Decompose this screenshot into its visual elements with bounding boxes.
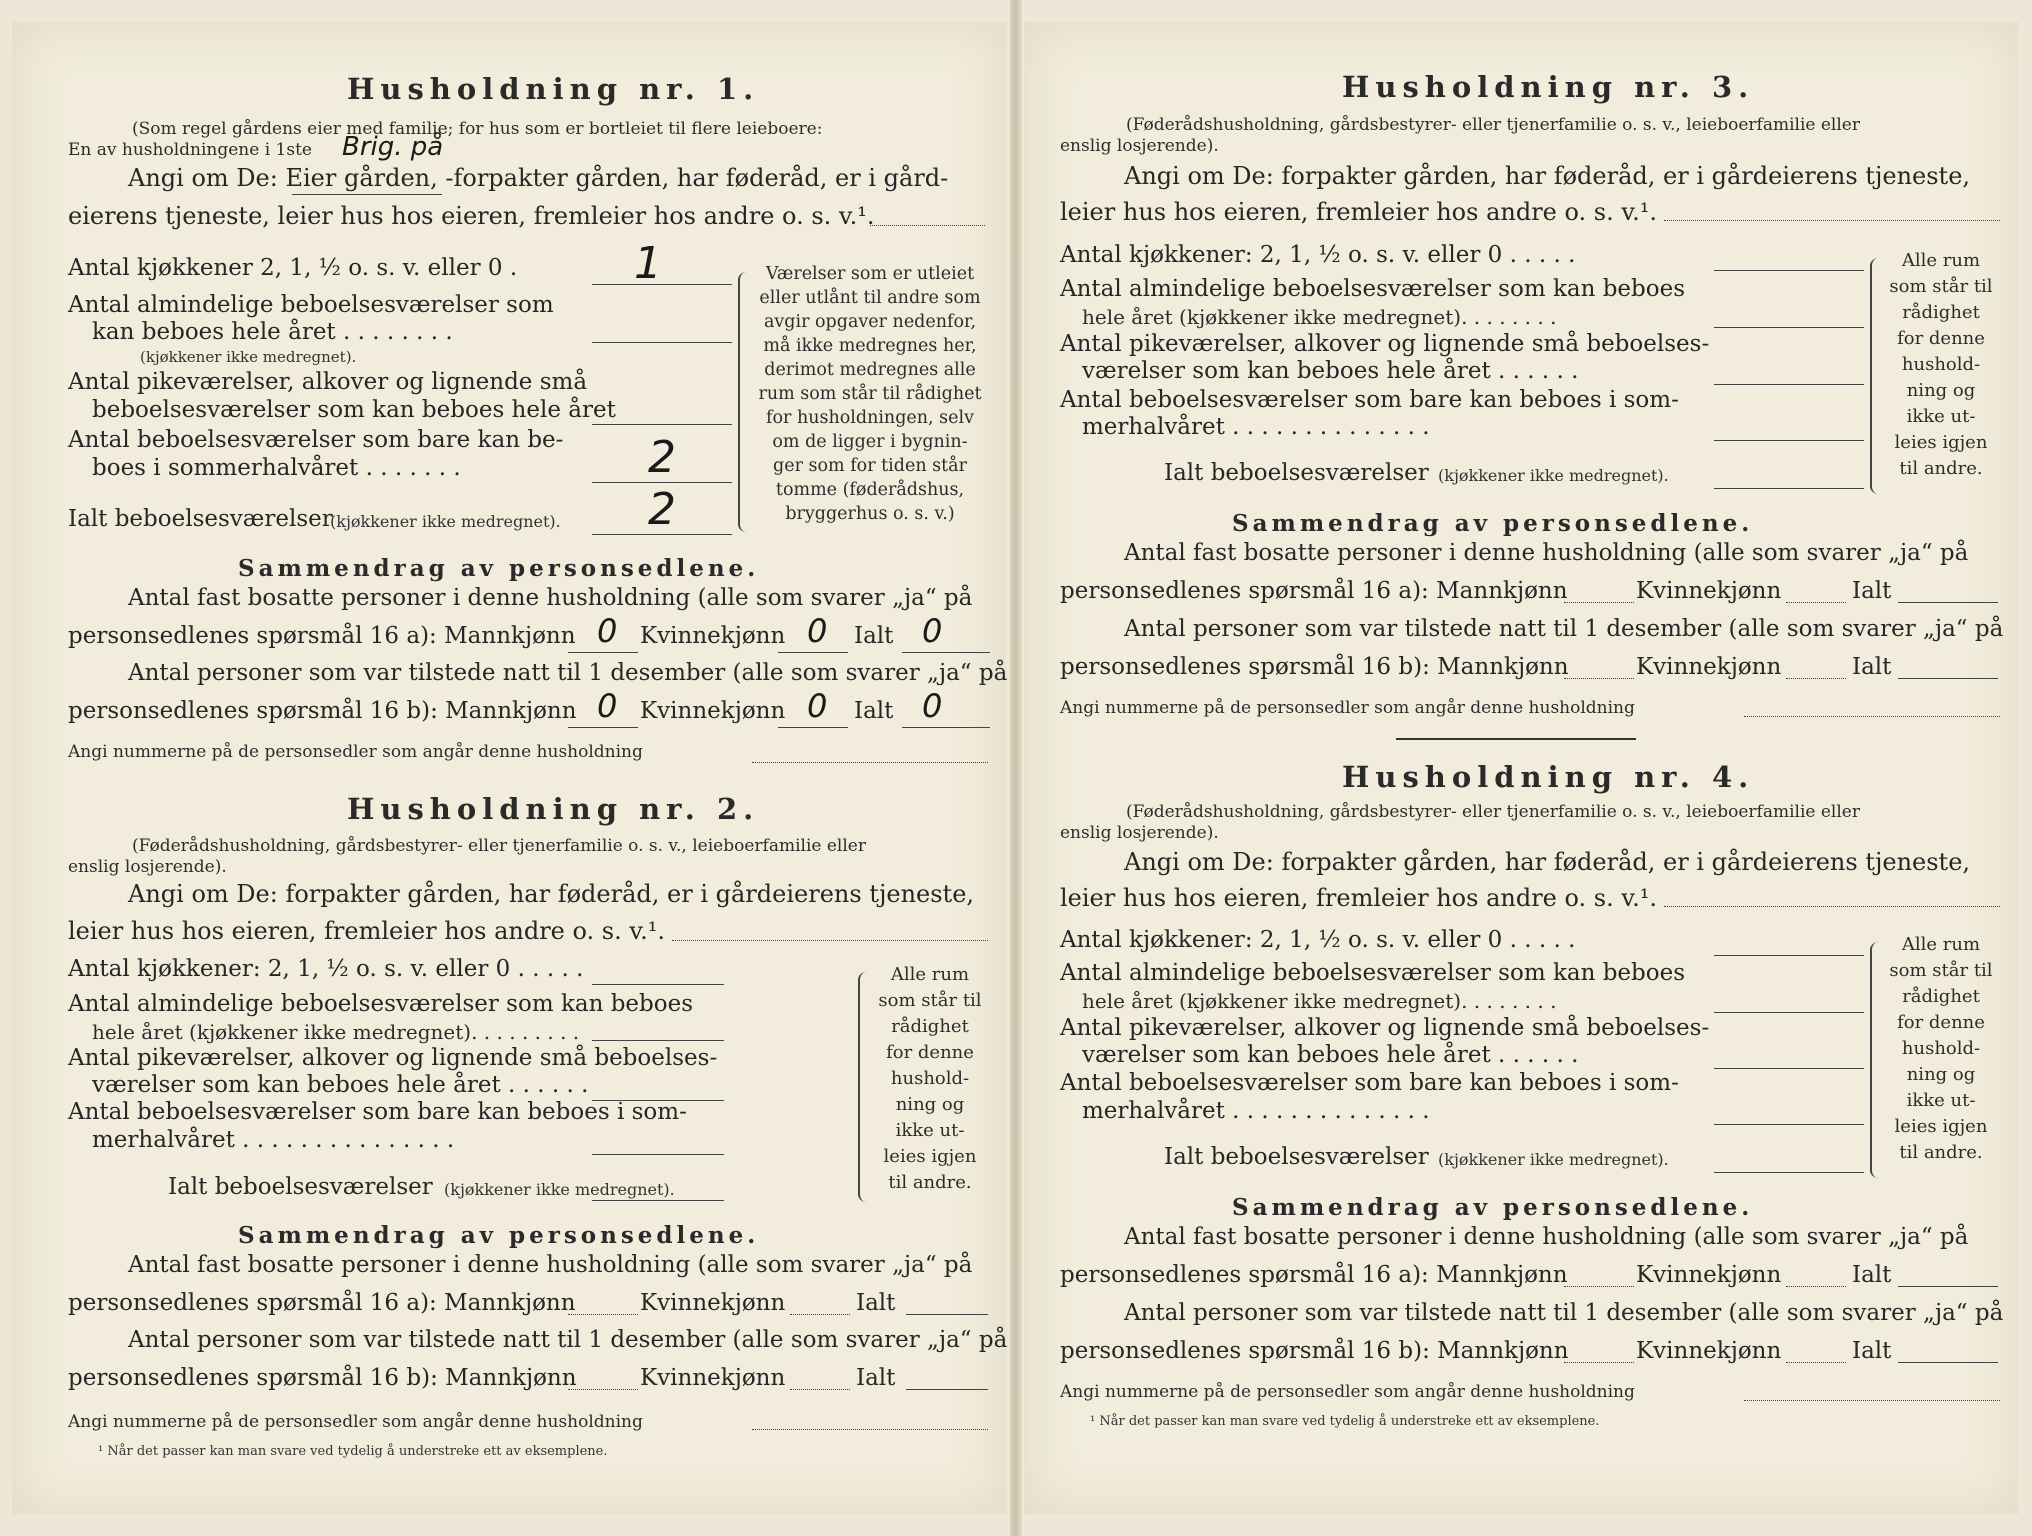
household-4-intro-1: (Føderådshusholdning, gårdsbestyrer- eller tjenerfamilie o. s. v., leieboerfamilie eller	[1126, 802, 1860, 822]
total-rooms-note: (kjøkkener ikke medregnet).	[330, 512, 561, 531]
side-note-line: leies igjen	[883, 1146, 977, 1167]
household-3-summary-a-mann-line	[1564, 602, 1634, 603]
side-note	[740, 262, 1000, 526]
household-3-total-note: (kjøkkener ikke medregnet).	[1438, 466, 1669, 485]
side-note-line: Værelser som er utleiet	[765, 264, 975, 284]
side-note-line: må ikke medregnes her,	[763, 336, 977, 356]
side-note-line: som står til	[1889, 276, 1993, 297]
household-3-summary-a-2: personsedlenes spørsmål 16 a): Mannkjønn	[1060, 578, 1568, 604]
side-note-line: ning og	[1906, 1064, 1976, 1085]
side-note-line: tomme (føderådshus,	[775, 480, 965, 500]
household-3-summary-b-kvinne: Kvinnekjønn	[1636, 654, 1782, 680]
household-4-summary-a-1: Antal fast bosatte personer i denne husholdning (alle som svarer „ja“ på	[1124, 1224, 1969, 1250]
household-4-summary-b-ialt: Ialt	[1852, 1338, 1892, 1364]
summer-rooms-value: 2	[648, 432, 676, 483]
kitchens-value: 1	[634, 238, 662, 289]
household-4-ordinary-1: Antal almindelige beboelsesværelser som kan beboes	[1060, 960, 1686, 986]
total-rooms-value: 2	[648, 484, 676, 535]
side-note-line: hushold-	[890, 1068, 970, 1089]
summary-a-kvinne-line	[778, 652, 848, 653]
household-2-summary-b-mann-line	[568, 1389, 638, 1390]
household-3-summary-b-mann-line	[1564, 678, 1634, 679]
side-note-line: om de ligger i bygnin-	[772, 432, 968, 452]
household-2-ask-2: leier hus hos eieren, fremleier hos andre o. s. v.¹.	[68, 917, 665, 945]
household-4-ask-dotline	[1664, 906, 2000, 907]
summer-rooms-line	[592, 482, 732, 483]
summary-b-kvinne-label: Kvinnekjønn	[640, 698, 786, 724]
household-2-ask-1: Angi om De: forpakter gården, har føderåd, er i gårdeierens tjeneste,	[128, 880, 975, 908]
summary-b-kvinne-value: 0	[807, 687, 828, 725]
total-rooms-line	[592, 534, 732, 535]
eier-underline	[292, 194, 442, 195]
side-note-line: ikke ut-	[895, 1120, 965, 1141]
household-2-nummer-line	[752, 1429, 988, 1430]
summary-a-line-2: personsedlenes spørsmål 16 a): Mannkjønn	[68, 623, 576, 649]
household-4-nummer-line	[1744, 1400, 2000, 1401]
household-3-summary-a-ialt: Ialt	[1852, 578, 1892, 604]
side-note-line: hushold-	[1901, 1038, 1981, 1059]
summary-b-line-1: Antal personer som var tilstede natt til 1 desember (alle som svarer „ja“ på	[128, 660, 1008, 686]
side-note-line: som står til	[878, 990, 982, 1011]
household-4	[1024, 742, 2018, 1514]
household-3-small-1: Antal pikeværelser, alkover og lignende små beboelses-	[1060, 331, 1710, 357]
household-3	[1024, 22, 2018, 742]
ordinary-label-2: kan beboes hele året . . . . . . . .	[92, 319, 453, 345]
side-note-line: avgir opgaver nedenfor,	[763, 312, 977, 332]
household-2-ordinary-1: Antal almindelige beboelsesværelser som kan beboes	[68, 991, 694, 1017]
household-3-summary-a-ialt-line	[1898, 602, 1998, 603]
household-2-summary-a-1: Antal fast bosatte personer i denne husholdning (alle som svarer „ja“ på	[128, 1252, 973, 1278]
summary-title: Sammendrag av personsedlene.	[238, 555, 760, 582]
household-4-summary-b-ialt-line	[1898, 1362, 1998, 1363]
side-note-line: for denne	[886, 1042, 974, 1063]
left-page	[12, 22, 1006, 1514]
household-1	[12, 22, 1006, 762]
household-4-summer-line	[1714, 1124, 1864, 1125]
summary-b-mann-value: 0	[597, 687, 618, 725]
side-note-line: Alle rum	[1901, 934, 1981, 955]
summer-rooms-label-2: boes i sommerhalvåret . . . . . . .	[92, 455, 461, 481]
household-2-summer-1: Antal beboelsesværelser som bare kan beboes i som-	[68, 1099, 687, 1125]
summer-rooms-label-1: Antal beboelsesværelser som bare kan be-	[68, 427, 564, 453]
household-2-summary-a-kvinne: Kvinnekjønn	[640, 1290, 786, 1316]
summary-a-kvinne-label: Kvinnekjønn	[640, 623, 786, 649]
ordinary-line	[592, 342, 732, 343]
household-1-intro-1: (Som regel gårdens eier med familie; for hus som er bortleiet til flere leieboere:	[132, 119, 823, 139]
household-4-summary-a-2: personsedlenes spørsmål 16 a): Mannkjønn	[1060, 1262, 1568, 1288]
household-4-small-2: værelser som kan beboes hele året . . . . . .	[1082, 1042, 1579, 1068]
right-footnote: ¹ Når det passer kan man svare ved tydelig å understreke ett av eksemplene.	[1090, 1414, 1600, 1429]
household-3-summary-b-ialt-line	[1898, 678, 1998, 679]
household-4-nummer: Angi nummerne på de personsedler som angår denne husholdning	[1060, 1382, 1635, 1402]
household-3-kitchens: Antal kjøkkener: 2, 1, ½ o. s. v. eller 0 . . . . .	[1060, 242, 1576, 268]
household-3-nummer: Angi nummerne på de personsedler som angår denne husholdning	[1060, 698, 1635, 718]
household-2-intro-2: enslig losjerende).	[68, 857, 227, 877]
side-note-line: ning og	[895, 1094, 965, 1115]
page-fold	[1010, 0, 1022, 1536]
side-note-line: eller utlånt til andre som	[759, 288, 981, 308]
household-2-summary-b-ialt-line	[906, 1389, 988, 1390]
household-4-total: Ialt beboelsesværelser	[1164, 1144, 1429, 1170]
household-1-title: Husholdning nr. 1.	[347, 72, 760, 106]
ordinary-note: (kjøkkener ikke medregnet).	[140, 348, 357, 366]
household-3-ask-dotline	[1664, 220, 2000, 221]
summary-a-ialt-line	[902, 652, 990, 653]
household-2-summary-b-1: Antal personer som var tilstede natt til 1 desember (alle som svarer „ja“ på	[128, 1327, 1008, 1353]
household-3-ordinary-1: Antal almindelige beboelsesværelser som kan beboes	[1060, 276, 1686, 302]
section-divider	[1396, 738, 1636, 740]
side-note-line: ikke ut-	[1906, 406, 1976, 427]
household-2-summary-a-kvinne-line	[790, 1314, 850, 1315]
household-4-kitchens-line	[1714, 955, 1864, 956]
household-2-small-1: Antal pikeværelser, alkover og lignende små beboelses-	[68, 1045, 718, 1071]
summary-a-mann-line	[568, 652, 638, 653]
side-note-line: for denne	[1897, 1012, 1985, 1033]
household-3-ordinary-line	[1714, 327, 1864, 328]
household-3-summer-line	[1714, 440, 1864, 441]
side-note-line: for husholdningen, selv	[766, 408, 974, 428]
household-2	[12, 762, 1006, 1514]
household-3-summary-b-kvinne-line	[1786, 678, 1846, 679]
household-2-kitchens-line	[592, 984, 724, 985]
summary-b-ialt-value: 0	[922, 687, 943, 725]
household-2-summary-b-kvinne-line	[790, 1389, 850, 1390]
small-rooms-line	[592, 424, 732, 425]
side-note-line: Alle rum	[890, 964, 970, 985]
household-4-small-line	[1714, 1068, 1864, 1069]
side-note-line: for denne	[1897, 328, 1985, 349]
side-note-line: som står til	[1889, 960, 1993, 981]
household-2-ask-dotline	[672, 940, 988, 941]
ask-dotline	[870, 225, 985, 226]
household-2-ordinary-2: hele året (kjøkkener ikke medregnet). . . . . . . . .	[92, 1020, 580, 1044]
kitchens-line	[592, 284, 732, 285]
household-4-total-note: (kjøkkener ikke medregnet).	[1438, 1150, 1669, 1169]
household-2-title: Husholdning nr. 2.	[347, 792, 760, 826]
right-page	[1024, 22, 2018, 1514]
household-3-small-line	[1714, 384, 1864, 385]
ordinary-label-1: Antal almindelige beboelsesværelser som	[68, 292, 554, 318]
summary-b-line-2: personsedlenes spørsmål 16 b): Mannkjønn	[68, 698, 577, 724]
side-note-line: til andre.	[1899, 458, 1983, 479]
household-3-intro-2: enslig losjerende).	[1060, 136, 1219, 156]
side-note-line: til andre.	[1899, 1142, 1983, 1163]
household-1-ask-2: eierens tjeneste, leier hus hos eieren, fremleier hos andre o. s. v.¹.	[68, 202, 875, 230]
side-note-line: bryggerhus o. s. v.)	[785, 504, 955, 524]
household-4-summary-a-ialt: Ialt	[1852, 1262, 1892, 1288]
household-2-total-line	[592, 1200, 724, 1201]
household-1-ask-1: Angi om De: Eier gården, -forpakter gården, har føderåd, er i gård-	[128, 164, 949, 192]
household-3-ask-1: Angi om De: forpakter gården, har føderåd, er i gårdeierens tjeneste,	[1124, 162, 1971, 190]
household-3-summer-2: merhalvåret . . . . . . . . . . . . . .	[1082, 414, 1430, 440]
household-2-intro-1: (Føderådshusholdning, gårdsbestyrer- eller tjenerfamilie o. s. v., leieboerfamilie eller	[132, 836, 866, 856]
side-note-line: ikke ut-	[1906, 1090, 1976, 1111]
side-note-line: leies igjen	[1894, 1116, 1988, 1137]
household-2-summer-line	[592, 1154, 724, 1155]
household-4-ask-2: leier hus hos eieren, fremleier hos andre o. s. v.¹.	[1060, 884, 1657, 912]
household-2-small-2: værelser som kan beboes hele året . . . . . .	[92, 1072, 589, 1098]
household-4-summary-b-mann-line	[1564, 1362, 1634, 1363]
household-2-ordinary-line	[592, 1040, 724, 1041]
household-4-summary-b-1: Antal personer som var tilstede natt til 1 desember (alle som svarer „ja“ på	[1124, 1300, 2004, 1326]
household-2-summary-b-kvinne: Kvinnekjønn	[640, 1365, 786, 1391]
household-4-ask-1: Angi om De: forpakter gården, har føderåd, er i gårdeierens tjeneste,	[1124, 848, 1971, 876]
side-note-line: til andre.	[888, 1172, 972, 1193]
household-2-summary-title: Sammendrag av personsedlene.	[238, 1222, 760, 1249]
summary-b-ialt-label: Ialt	[854, 698, 894, 724]
household-2-summary-a-ialt-line	[906, 1314, 988, 1315]
household-2-side-brace	[858, 972, 870, 1202]
summary-a-ialt-label: Ialt	[854, 623, 894, 649]
household-2-kitchens: Antal kjøkkener: 2, 1, ½ o. s. v. eller 0 . . . . .	[68, 956, 584, 982]
summary-a-mann-value: 0	[597, 612, 618, 650]
household-2-summary-a-ialt: Ialt	[856, 1290, 896, 1316]
household-4-summary-a-kvinne-line	[1786, 1286, 1846, 1287]
household-4-ordinary-line	[1714, 1012, 1864, 1013]
household-4-total-line	[1714, 1172, 1864, 1173]
household-2-summary-b-ialt: Ialt	[856, 1365, 896, 1391]
kitchens-label: Antal kjøkkener 2, 1, ½ o. s. v. eller 0 .	[68, 255, 518, 281]
household-1-intro-2: En av husholdningene i 1ste	[68, 140, 312, 160]
household-3-total-line	[1714, 488, 1864, 489]
side-note-line: leies igjen	[1894, 432, 1988, 453]
household-4-summary-a-kvinne: Kvinnekjønn	[1636, 1262, 1782, 1288]
household-4-summary-title: Sammendrag av personsedlene.	[1232, 1194, 1754, 1221]
household-3-summary-a-kvinne: Kvinnekjønn	[1636, 578, 1782, 604]
side-note-line: rådighet	[1902, 302, 1980, 323]
household-2-summary-b-2: personsedlenes spørsmål 16 b): Mannkjønn	[68, 1365, 577, 1391]
household-4-summer-1: Antal beboelsesværelser som bare kan beboes i som-	[1060, 1070, 1679, 1096]
household-4-ordinary-2: hele året (kjøkkener ikke medregnet). . . . . . . .	[1082, 989, 1557, 1013]
household-3-summary-a-1: Antal fast bosatte personer i denne husholdning (alle som svarer „ja“ på	[1124, 540, 1969, 566]
household-3-nummer-line	[1744, 716, 2000, 717]
small-rooms-label-2: beboelsesværelser som kan beboes hele året	[92, 397, 616, 423]
household-3-intro-1: (Føderådshusholdning, gårdsbestyrer- eller tjenerfamilie o. s. v., leieboerfamilie eller	[1126, 115, 1860, 135]
household-2-summary-a-mann-line	[568, 1314, 638, 1315]
household-3-ask-2: leier hus hos eieren, fremleier hos andre o. s. v.¹.	[1060, 198, 1657, 226]
summary-b-mann-line	[568, 727, 638, 728]
household-3-kitchens-line	[1714, 270, 1864, 271]
side-note-line: ger som for tiden står	[773, 456, 967, 476]
household-3-summary-a-kvinne-line	[1786, 602, 1846, 603]
total-rooms-label: Ialt beboelsesværelser	[68, 506, 333, 532]
household-3-summary-b-2: personsedlenes spørsmål 16 b): Mannkjønn	[1060, 654, 1569, 680]
household-4-summary-a-ialt-line	[1898, 1286, 1998, 1287]
household-2-total: Ialt beboelsesværelser	[168, 1174, 433, 1200]
side-note-line: rådighet	[1902, 986, 1980, 1007]
household-3-summer-1: Antal beboelsesværelser som bare kan beboes i som-	[1060, 387, 1679, 413]
household-4-side-note	[1876, 932, 2006, 1166]
side-note-line: rum som står til rådighet	[758, 384, 982, 404]
household-3-title: Husholdning nr. 3.	[1342, 70, 1755, 104]
household-3-summary-title: Sammendrag av personsedlene.	[1232, 510, 1754, 537]
household-4-summary-a-mann-line	[1564, 1286, 1634, 1287]
household-2-nummer: Angi nummerne på de personsedler som angår denne husholdning	[68, 1412, 643, 1432]
side-note-line: Alle rum	[1901, 250, 1981, 271]
summary-a-line-1: Antal fast bosatte personer i denne husholdning (alle som svarer „ja“ på	[128, 585, 973, 611]
household-4-small-1: Antal pikeværelser, alkover og lignende små beboelses-	[1060, 1015, 1710, 1041]
household-3-total: Ialt beboelsesværelser	[1164, 460, 1429, 486]
household-4-summary-b-kvinne: Kvinnekjønn	[1636, 1338, 1782, 1364]
household-4-kitchens: Antal kjøkkener: 2, 1, ½ o. s. v. eller 0 . . . . .	[1060, 927, 1576, 953]
household-3-small-2: værelser som kan beboes hele året . . . . . .	[1082, 358, 1579, 384]
household-4-title: Husholdning nr. 4.	[1342, 760, 1755, 794]
summary-a-ialt-value: 0	[922, 612, 943, 650]
summary-b-kvinne-line	[778, 727, 848, 728]
side-note-line: rådighet	[891, 1016, 969, 1037]
household-2-total-note: (kjøkkener ikke medregnet).	[444, 1180, 675, 1199]
side-note-line: ning og	[1906, 380, 1976, 401]
summary-b-ialt-line	[902, 727, 990, 728]
household-4-summary-b-kvinne-line	[1786, 1362, 1846, 1363]
household-4-summary-b-2: personsedlenes spørsmål 16 b): Mannkjønn	[1060, 1338, 1569, 1364]
household-4-intro-2: enslig losjerende).	[1060, 823, 1219, 843]
household-1-intro-handwriting: Brig. på	[342, 132, 444, 162]
household-3-summary-b-ialt: Ialt	[1852, 654, 1892, 680]
household-3-summary-b-1: Antal personer som var tilstede natt til 1 desember (alle som svarer „ja“ på	[1124, 616, 2004, 642]
side-note-line: derimot medregnes alle	[764, 360, 976, 380]
household-2-summary-a-2: personsedlenes spørsmål 16 a): Mannkjønn	[68, 1290, 576, 1316]
household-3-side-note	[1876, 248, 2006, 482]
household-2-side-note	[870, 962, 990, 1196]
household-3-ordinary-2: hele året (kjøkkener ikke medregnet). . . . . . . .	[1082, 305, 1557, 329]
side-note-line: hushold-	[1901, 354, 1981, 375]
nummer-label: Angi nummerne på de personsedler som angår denne husholdning	[68, 742, 643, 762]
household-2-summer-2: merhalvåret . . . . . . . . . . . . . . .	[92, 1127, 455, 1153]
summary-a-kvinne-value: 0	[807, 612, 828, 650]
left-footnote: ¹ Når det passer kan man svare ved tydelig å understreke ett av eksemplene.	[98, 1444, 608, 1459]
household-4-summer-2: merhalvåret . . . . . . . . . . . . . .	[1082, 1098, 1430, 1124]
small-rooms-label-1: Antal pikeværelser, alkover og lignende små	[68, 369, 588, 395]
